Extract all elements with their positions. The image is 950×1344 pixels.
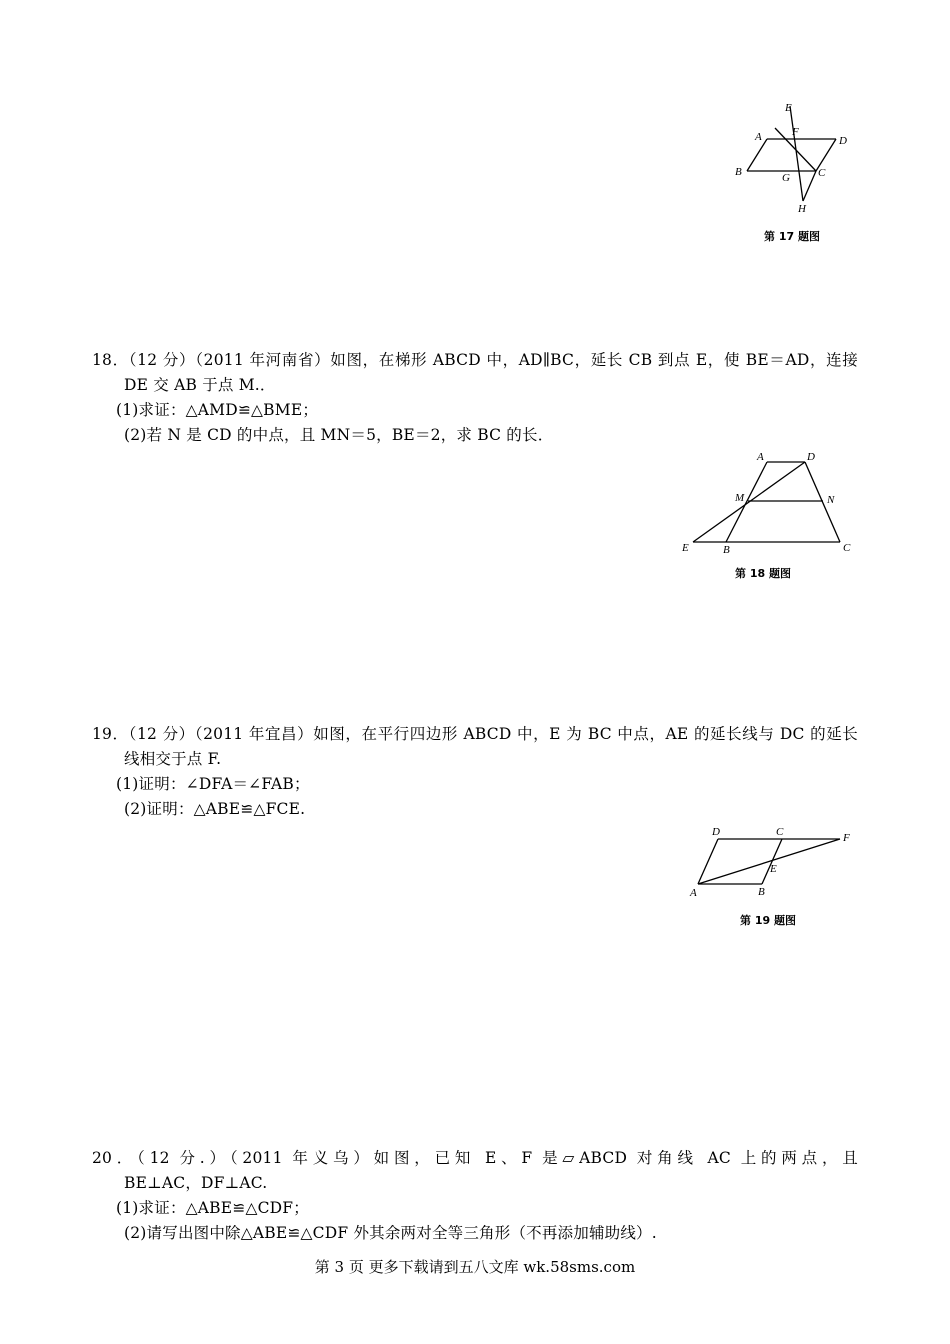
point-label-C: C: [843, 542, 851, 554]
figure-19: [685, 822, 860, 902]
point-label-H: H: [798, 203, 806, 215]
point-label-F: F: [843, 832, 850, 844]
q20-part1: (1)求证：△ABE≌△CDF；: [116, 1199, 309, 1217]
page-footer: 第 3 页 更多下载请到五八文库 wk.58sms.com: [314, 1258, 636, 1276]
q20-line1: 20．（12 分.）（2011 年义乌）如图，已知 E、F 是▱ABCD 对角线 AC 上的两点，且: [92, 1149, 858, 1167]
point-label-A: A: [755, 131, 762, 143]
point-label-C: C: [776, 826, 784, 838]
point-label-D: D: [839, 135, 847, 147]
point-label-E: E: [682, 542, 689, 554]
q20-line2: BE⊥AC，DF⊥AC.: [124, 1174, 268, 1192]
figure-18-caption: 第 18 题图: [735, 567, 791, 580]
point-label-G: G: [782, 172, 790, 184]
point-label-E: E: [785, 102, 792, 114]
point-label-A: A: [690, 887, 697, 899]
point-label-M: M: [735, 492, 745, 504]
figure-17: [730, 98, 850, 218]
q18-part2: (2)若 N 是 CD 的中点，且 MN＝5，BE＝2，求 BC 的长．: [124, 426, 554, 444]
figure-19-diagram: [685, 822, 860, 902]
q18-part1: (1)求证：△AMD≌△BME；: [116, 401, 319, 419]
figure-18-diagram: [680, 448, 860, 558]
q18-line2: DE 交 AB 于点 M.．: [124, 376, 276, 394]
figure-17-diagram: [730, 98, 850, 218]
point-label-B: B: [735, 166, 742, 178]
figure-18: [680, 448, 860, 558]
point-label-N: N: [827, 494, 835, 506]
q20-part2: (2)请写出图中除△ABE≌△CDF 外其余两对全等三角形（不再添加辅助线）.: [124, 1224, 657, 1242]
q19-line2: 线相交于点 F.: [124, 750, 222, 768]
q19-line1: 19．（12 分）（2011 年宜昌）如图，在平行四边形 ABCD 中，E 为 BC 中点，AE 的延长线与 DC 的延长: [92, 725, 858, 743]
point-label-D: D: [807, 451, 815, 463]
figure-17-caption: 第 17 题图: [764, 230, 820, 243]
point-label-B: B: [758, 886, 765, 898]
point-label-F: F: [792, 126, 799, 138]
point-label-E: E: [770, 863, 777, 875]
point-label-C: C: [818, 167, 826, 179]
figure-19-caption: 第 19 题图: [740, 914, 796, 927]
q19-part1: (1)证明：∠DFA＝∠FAB；: [116, 775, 310, 793]
q19-part2: (2)证明：△ABE≌△FCE.: [124, 800, 306, 818]
point-label-B: B: [723, 544, 730, 556]
q18-line1: 18．（12 分）（2011 年河南省）如图，在梯形 ABCD 中，AD∥BC，延长 CB 到点 E，使 BE＝AD，连接: [92, 351, 858, 369]
point-label-A: A: [757, 451, 764, 463]
point-label-D: D: [712, 826, 720, 838]
